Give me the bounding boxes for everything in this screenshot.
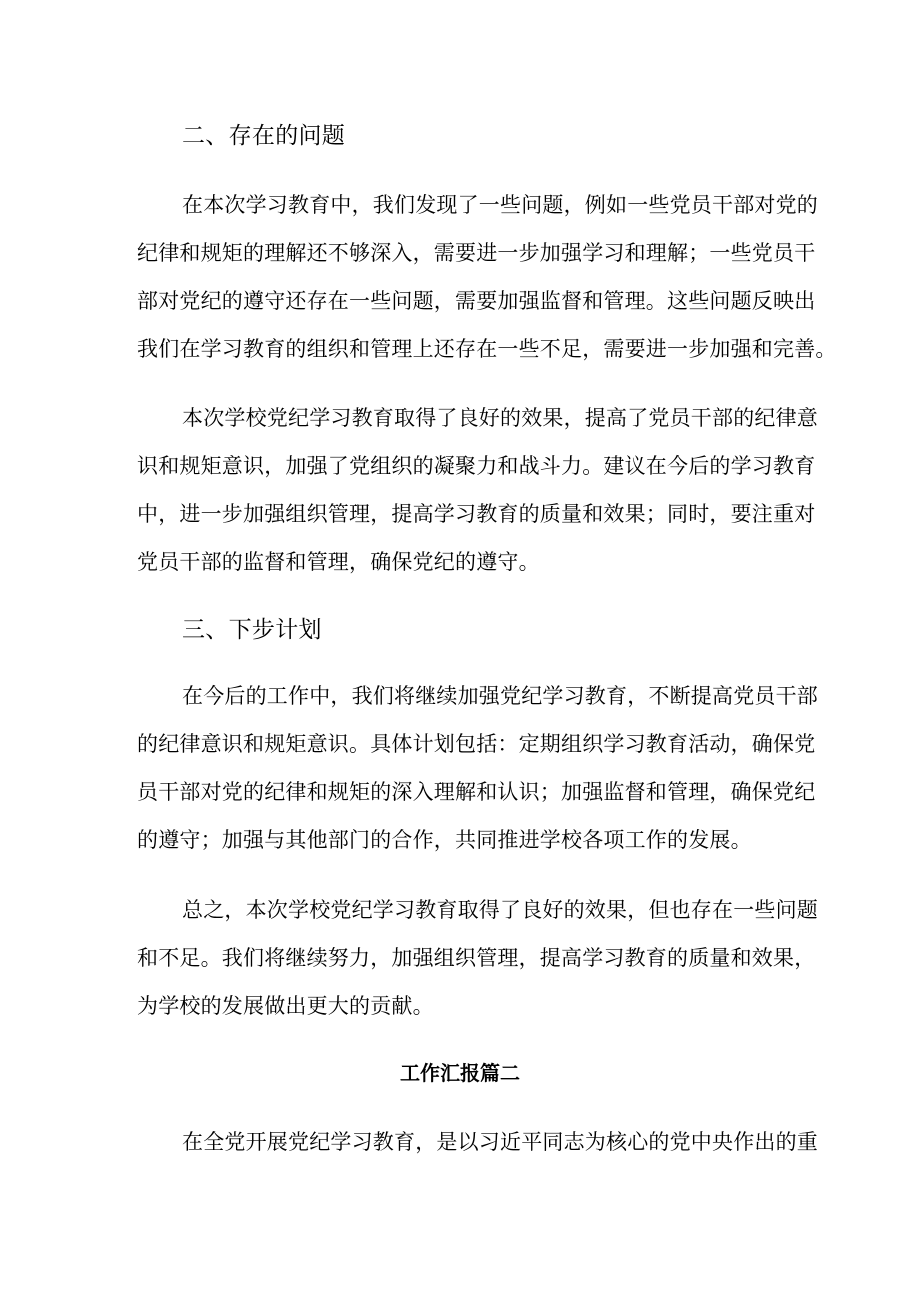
- paragraph-line: 的纪律意识和规矩意识。具体计划包括：定期组织学习教育活动，确保党: [137, 732, 816, 756]
- paragraph-line: 中，进一步加强组织管理，提高学习教育的质量和效果；同时，要注重对: [137, 502, 816, 526]
- paragraph-line: 总之，本次学校党纪学习教育取得了良好的效果，但也存在一些问题: [182, 898, 818, 922]
- paragraph-line: 的遵守；加强与其他部门的合作，共同推进学校各项工作的发展。: [137, 828, 752, 852]
- paragraph-line: 在今后的工作中，我们将继续加强党纪学习教育，不断提高党员干部: [182, 684, 818, 708]
- paragraph-line: 识和规矩意识，加强了党组织的凝聚力和战斗力。建议在今后的学习教育: [137, 454, 816, 478]
- paragraph-line: 在本次学习教育中，我们发现了一些问题，例如一些党员干部对党的: [182, 193, 818, 217]
- paragraph-line: 在全党开展党纪学习教育，是以习近平同志为核心的党中央作出的重: [182, 1130, 818, 1154]
- paragraph-line: 部对党纪的遵守还存在一些问题，需要加强监督和管理。这些问题反映出: [137, 289, 816, 313]
- paragraph-line: 员干部对党的纪律和规矩的深入理解和认识；加强监督和管理，确保党纪: [137, 780, 816, 804]
- paragraph-line: 本次学校党纪学习教育取得了良好的效果，提高了党员干部的纪律意: [182, 406, 818, 430]
- paragraph-line: 我们在学习教育的组织和管理上还存在一些不足，需要进一步加强和完善。: [137, 337, 837, 361]
- section-heading-problems: 二、存在的问题: [182, 123, 346, 149]
- part-title: 工作汇报篇二: [400, 1061, 520, 1085]
- section-heading-next-plan: 三、下步计划: [182, 617, 322, 643]
- paragraph-line: 纪律和规矩的理解还不够深入，需要进一步加强学习和理解；一些党员干: [137, 241, 816, 265]
- paragraph-line: 为学校的发展做出更大的贡献。: [137, 994, 434, 1018]
- paragraph-line: 党员干部的监督和管理，确保党纪的遵守。: [137, 550, 540, 574]
- paragraph-line: 和不足。我们将继续努力，加强组织管理，提高学习教育的质量和效果，: [137, 946, 816, 970]
